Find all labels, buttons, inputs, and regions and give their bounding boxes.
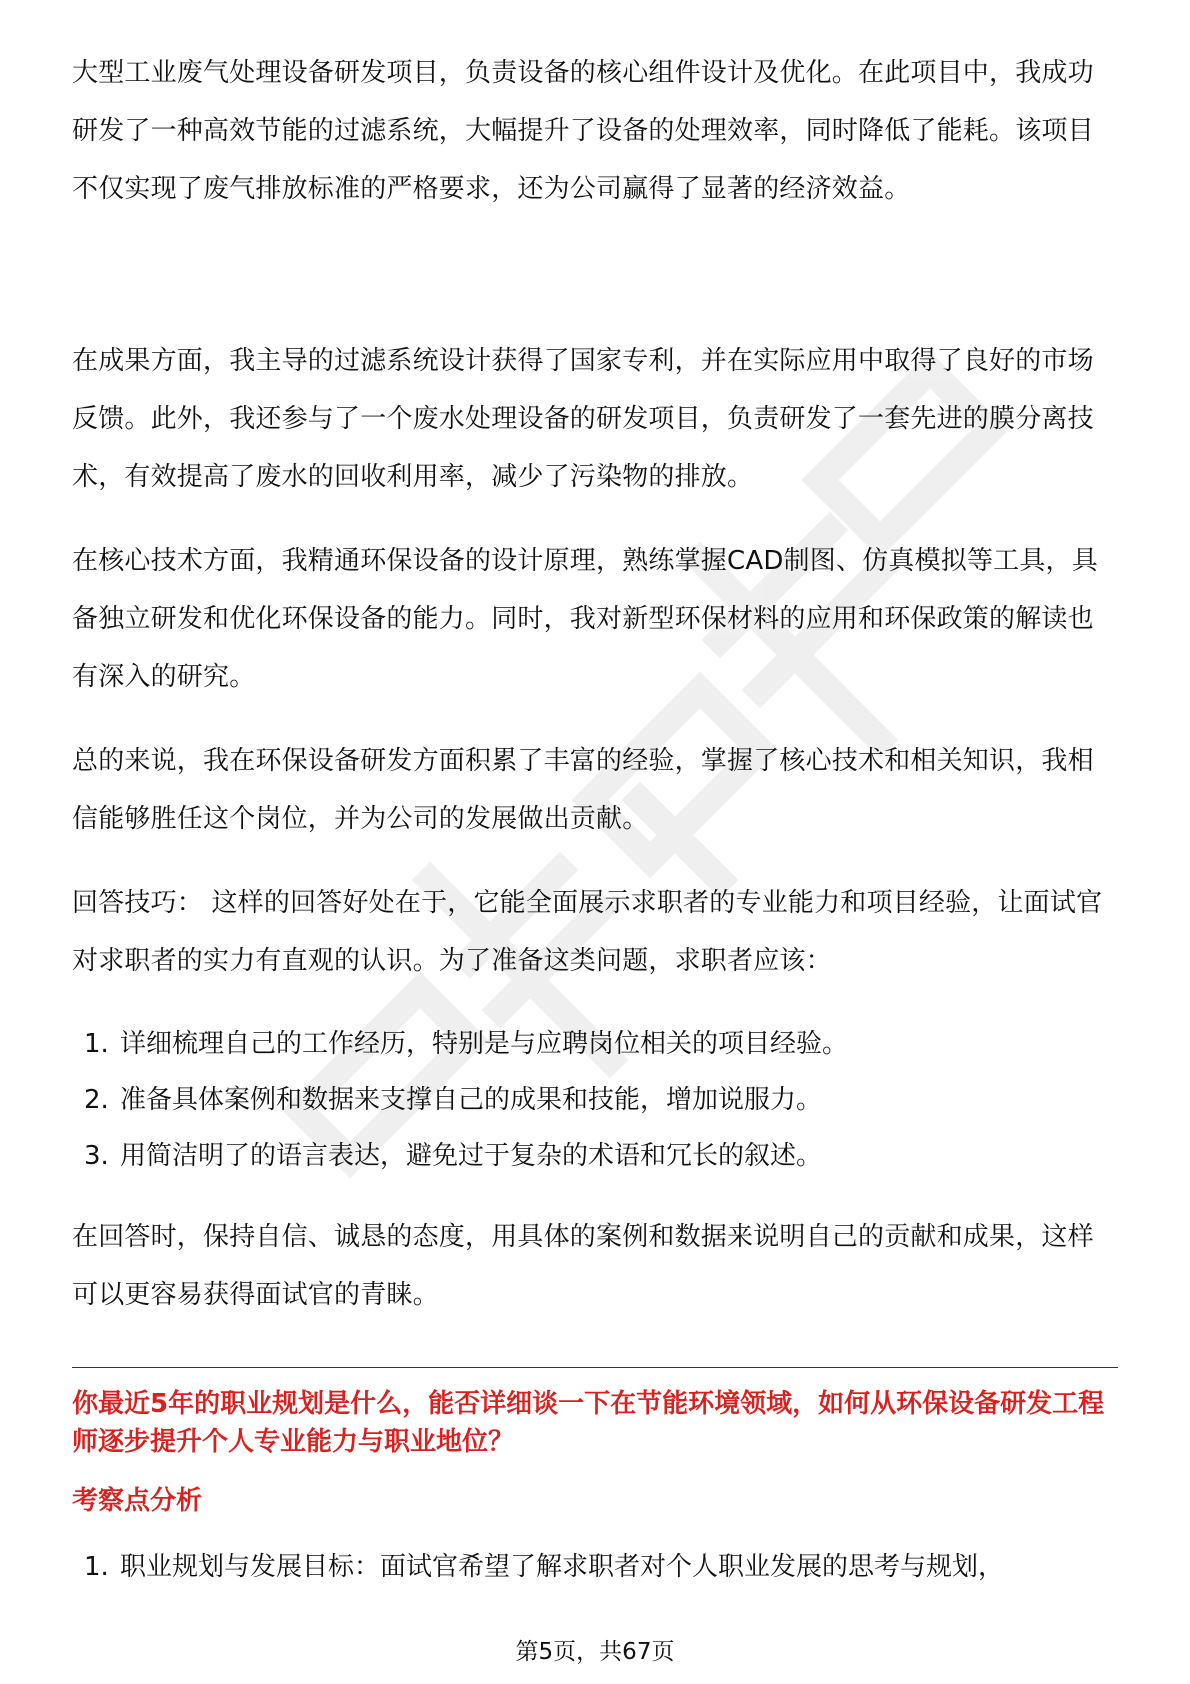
list-item [72,1128,1118,1184]
list-item [72,1016,1118,1072]
main-content [72,44,1118,1324]
summary-paragraph: 总的来说，我在环保设备研发方面积累了丰富的经验，掌握了核心技术和相关知识，我相信能够胜任这个岗位，并为公司的发展做出贡献。 [72,746,1094,834]
analysis-heading: 考察点分析 [72,1486,203,1516]
list-number: 3. [84,1141,109,1171]
closing-paragraph: 在回答时，保持自信、诚恳的态度，用具体的案例和数据来说明自己的贡献和成果，这样可以更容易获得面试官的青睐。 [72,1222,1094,1310]
core-tech-paragraph: 在核心技术方面，我精通环保设备的设计原理，熟练掌握CAD制图、仿真模拟等工具，具备独立研发和优化环保设备的能力。同时，我对新型环保材料的应用和环保政策的解读也有深入的研究。 [72,546,1098,692]
achievements-paragraph: 在成果方面，我主导的过滤系统设计获得了国家专利，并在实际应用中取得了良好的市场反馈。此外，我还参与了一个废水处理设备的研发项目，负责研发了一套先进的膜分离技术，有效提高了废水的回收利用率，减少了污染物的排放。 [72,346,1094,492]
page-footer: 第5页，共67页 [515,1639,675,1665]
list-number: 2. [84,1085,109,1115]
list-item-text: 准备具体案例和数据来支撑自己的成果和技能，增加说服力。 [120,1085,823,1115]
tips-list [72,1016,1118,1184]
section-divider [72,1367,1118,1368]
list-item-text: 用简洁明了的语言表达，避免过于复杂的术语和冗长的叙述。 [120,1141,823,1171]
list-item [72,1072,1118,1128]
list-item [72,1547,1118,1587]
list-item-text: 职业规划与发展目标：面试官希望了解求职者对个人职业发展的思考与规划， [120,1552,1005,1582]
answer-tips-paragraph: 回答技巧： 这样的回答好处在于，它能全面展示求职者的专业能力和项目经验，让面试官对求职者的实力有直观的认识。为了准备这类问题，求职者应该： [72,888,1103,976]
analysis-list [72,1547,1118,1587]
project-paragraph: 大型工业废气处理设备研发项目，负责设备的核心组件设计及优化。在此项目中，我成功研发了一种高效节能的过滤系统，大幅提升了设备的处理效率，同时降低了能耗。该项目不仅实现了废气排放标准的严格要求，还为公司赢得了显著的经济效益。 [72,58,1094,204]
list-number: 1. [84,1552,109,1582]
interview-question: 你最近5年的职业规划是什么，能否详细谈一下在节能环境领域，如何从环保设备研发工程师逐步提升个人专业能力与职业地位？ [72,1389,1105,1457]
list-number: 1. [84,1029,109,1059]
list-item-text: 详细梳理自己的工作经历，特别是与应聘岗位相关的项目经验。 [120,1029,849,1059]
